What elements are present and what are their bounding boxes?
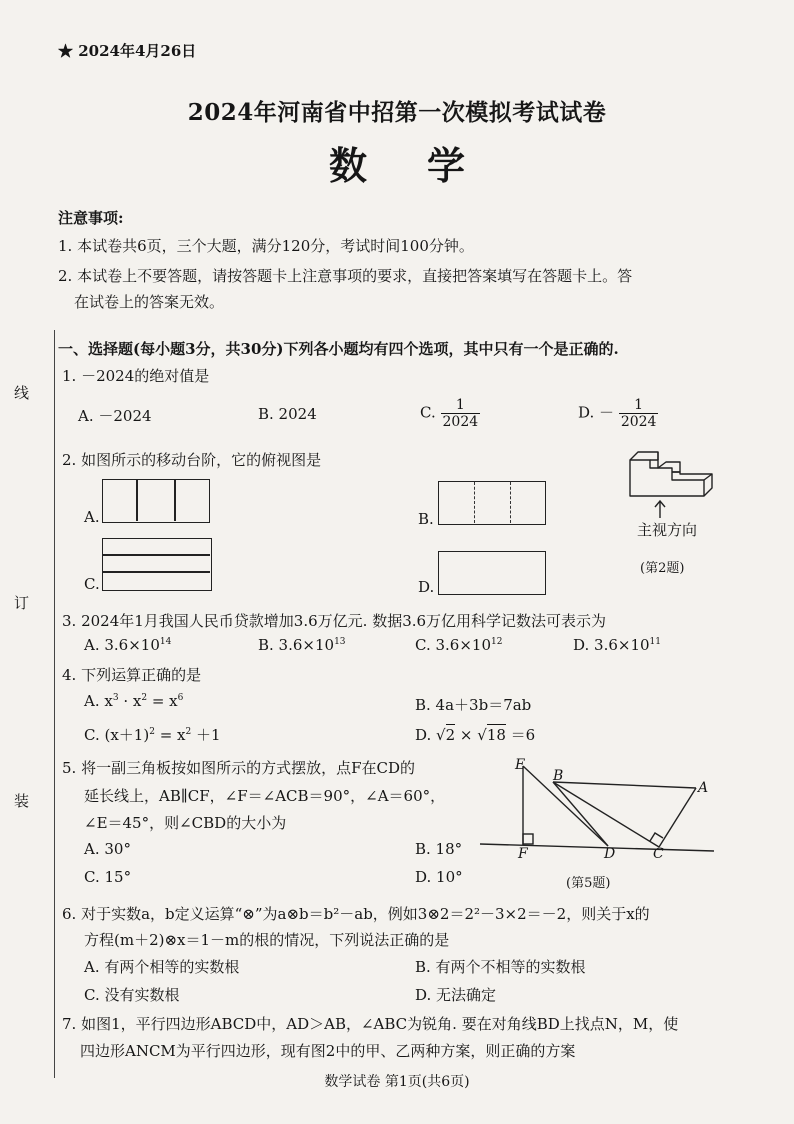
- q3-d-exp: 11: [649, 637, 661, 647]
- binding-mark-zhuang: 装: [14, 792, 30, 810]
- q1-d-denominator: 2024: [620, 414, 657, 430]
- q3-c-exp: 12: [491, 637, 503, 647]
- q6-line-2: 方程(m＋2)⊗x＝1－m的根的情况，下列说法正确的是: [84, 931, 450, 949]
- q5-option-a: A. 30°: [84, 840, 131, 858]
- q1-option-c-fraction: [441, 397, 481, 430]
- q4-d-part2: × √: [455, 726, 487, 744]
- q1-d-numerator: 1: [619, 397, 659, 414]
- q2-stem: 2. 如图所示的移动台阶，它的俯视图是: [62, 451, 322, 469]
- q2-option-b-figure: [438, 481, 546, 525]
- q5-segment-ac: [659, 788, 696, 847]
- q2-b-dashed-1: [474, 482, 475, 523]
- q4-stem: 4. 下列运算正确的是: [62, 666, 202, 684]
- q1-option-d-label: D. －: [578, 403, 615, 422]
- q2-view-direction-label: 主视方向: [637, 521, 698, 539]
- q2-option-c-label: C.: [84, 575, 100, 593]
- binding-mark-ding: 订: [14, 594, 30, 612]
- q5-right-angle-f: [523, 834, 533, 844]
- q7-line-1: 7. 如图1，平行四边形ABCD中，AD＞AB，∠ABC为锐角. 要在对角线BD上找点N，M，使: [62, 1015, 679, 1033]
- q4-a-part3: = x: [147, 692, 178, 710]
- q5-label-d: D: [604, 846, 616, 862]
- q6-option-c: C. 没有实数根: [84, 986, 180, 1004]
- q1-stem: 1. －2024的绝对值是: [62, 367, 210, 385]
- q5-label-e: E: [515, 757, 526, 773]
- q5-label-f: F: [518, 846, 528, 862]
- q6-option-a: A. 有两个相等的实数根: [84, 958, 240, 976]
- q5-caption: (第5题): [566, 876, 611, 891]
- q1-c-numerator: 1: [441, 397, 481, 414]
- q5-triangle-figure: [478, 752, 718, 867]
- q1-option-a: A. －2024: [78, 407, 152, 425]
- q5-option-b: B. 18°: [415, 840, 463, 858]
- notes-heading: 注意事项:: [58, 209, 124, 227]
- q4-a-part1: A. x: [84, 692, 113, 710]
- q5-label-c: C: [653, 846, 664, 862]
- q5-segment-bc: [553, 782, 659, 847]
- q2-option-d-figure: [438, 551, 546, 595]
- q3-option-b: [258, 636, 346, 654]
- q2-option-a-label: A.: [84, 508, 100, 526]
- q4-option-c: [84, 724, 221, 745]
- q3-c-base: C. 3.6×10: [415, 636, 491, 654]
- q3-option-c: [415, 636, 502, 654]
- q3-b-exp: 13: [334, 637, 346, 647]
- q1-option-b: B. 2024: [258, 405, 317, 423]
- q1-c-denominator: 2024: [442, 414, 479, 430]
- q4-a-exp3: 6: [177, 693, 184, 703]
- exam-title: 2024年河南省中招第一次模拟考试试卷: [187, 99, 607, 126]
- q3-a-exp: 14: [159, 637, 172, 647]
- q1-option-d-fraction: [619, 397, 659, 430]
- q5-segment-ba: [553, 782, 696, 788]
- q2-b-dashed-2: [510, 482, 511, 523]
- q1-option-c-label: C.: [420, 403, 436, 422]
- q3-option-a: [84, 636, 171, 654]
- q4-d-part3: ＝6: [505, 726, 536, 744]
- q4-option-b: B. 4a＋3b＝7ab: [415, 696, 532, 714]
- notes-item-2-line1: 2. 本试卷上不要答题，请按答题卡上注意事项的要求，直接把答案填写在答题卡上。答: [58, 267, 633, 285]
- q4-option-a: [84, 692, 183, 710]
- q3-a-base: A. 3.6×10: [84, 636, 160, 654]
- q4-a-exp2: 2: [141, 693, 148, 703]
- q3-stem: 3. 2024年1月我国人民币贷款增加3.6万亿元. 数据3.6万亿用科学记数法可表示为: [62, 612, 607, 630]
- q3-option-d: [573, 636, 661, 654]
- q5-label-a: A: [698, 780, 709, 796]
- q5-option-d: D. 10°: [415, 868, 463, 886]
- q2-view-arrow: [650, 498, 670, 520]
- page-footer: 数学试卷 第1页(共6页): [324, 1074, 470, 1090]
- q7-line-2: 四边形ANCM为平行四边形，现有图2中的甲、乙两种方案，则正确的方案: [80, 1042, 576, 1060]
- q2-option-a-figure: [102, 479, 210, 523]
- q5-line-3: ∠E＝45°，则∠CBD的大小为: [84, 814, 287, 832]
- notes-item-1: 1. 本试卷共6页，三个大题，满分120分，考试时间100分钟。: [58, 237, 474, 255]
- subject-title: 数学: [328, 143, 525, 188]
- q4-d-radicand2: 18: [486, 726, 506, 744]
- exam-date: ★ 2024年4月26日: [58, 42, 197, 60]
- q2-stair-figure: [620, 448, 732, 508]
- q2-c-line-2: [103, 571, 210, 573]
- q2-a-divider-1: [136, 480, 138, 521]
- q6-option-b: B. 有两个不相等的实数根: [415, 958, 586, 976]
- q2-a-divider-2: [174, 480, 176, 521]
- binding-mark-xian: 线: [14, 384, 30, 402]
- q4-c-exp1: 2: [149, 727, 155, 737]
- q5-label-b: B: [553, 768, 564, 784]
- q4-a-exp1: 3: [112, 693, 119, 703]
- q5-segment-bd: [553, 782, 608, 846]
- q5-line-fc: [480, 844, 714, 851]
- q3-d-base: D. 3.6×10: [573, 636, 650, 654]
- q4-d-part1: D. √: [415, 726, 446, 744]
- q2-c-line-1: [103, 554, 210, 556]
- q4-c-part3: ＋1: [191, 726, 221, 744]
- q3-b-base: B. 3.6×10: [258, 636, 335, 654]
- q5-line-1: 5. 将一副三角板按如图所示的方式摆放，点F在CD的: [62, 759, 415, 777]
- q2-option-c-figure: [102, 538, 212, 591]
- q1-option-d: [578, 397, 658, 430]
- q4-c-exp2: 2: [185, 727, 192, 737]
- q2-option-b-label: B.: [418, 510, 434, 528]
- binding-margin-line: [54, 330, 55, 1078]
- q2-option-d-label: D.: [418, 578, 435, 596]
- q6-option-d: D. 无法确定: [415, 986, 497, 1004]
- q4-c-part1: C. (x＋1): [84, 726, 150, 744]
- q2-caption: (第2题): [640, 561, 685, 576]
- q5-segment-ed: [523, 766, 608, 846]
- notes-item-2-line2: 在试卷上的答案无效。: [74, 293, 225, 311]
- q4-option-d: [415, 724, 535, 745]
- q6-line-1: 6. 对于实数a，b定义运算“⊗”为a⊗b＝b²－ab，例如3⊗2＝2²－3×2＝－2，则关于x的: [62, 905, 650, 923]
- q5-line-2: 延长线上，AB∥CF，∠F＝∠ACB＝90°，∠A＝60°，: [84, 787, 446, 805]
- q5-right-angle-c: [650, 833, 663, 841]
- q5-option-c: C. 15°: [84, 868, 132, 886]
- q4-c-part2: = x: [154, 726, 186, 744]
- q4-d-radicand1: 2: [445, 726, 456, 744]
- section1-heading: 一、选择题(每小题3分，共30分)下列各小题均有四个选项，其中只有一个是正确的.: [58, 340, 619, 358]
- q4-a-part2: · x: [118, 692, 142, 710]
- q1-option-c: [420, 397, 480, 430]
